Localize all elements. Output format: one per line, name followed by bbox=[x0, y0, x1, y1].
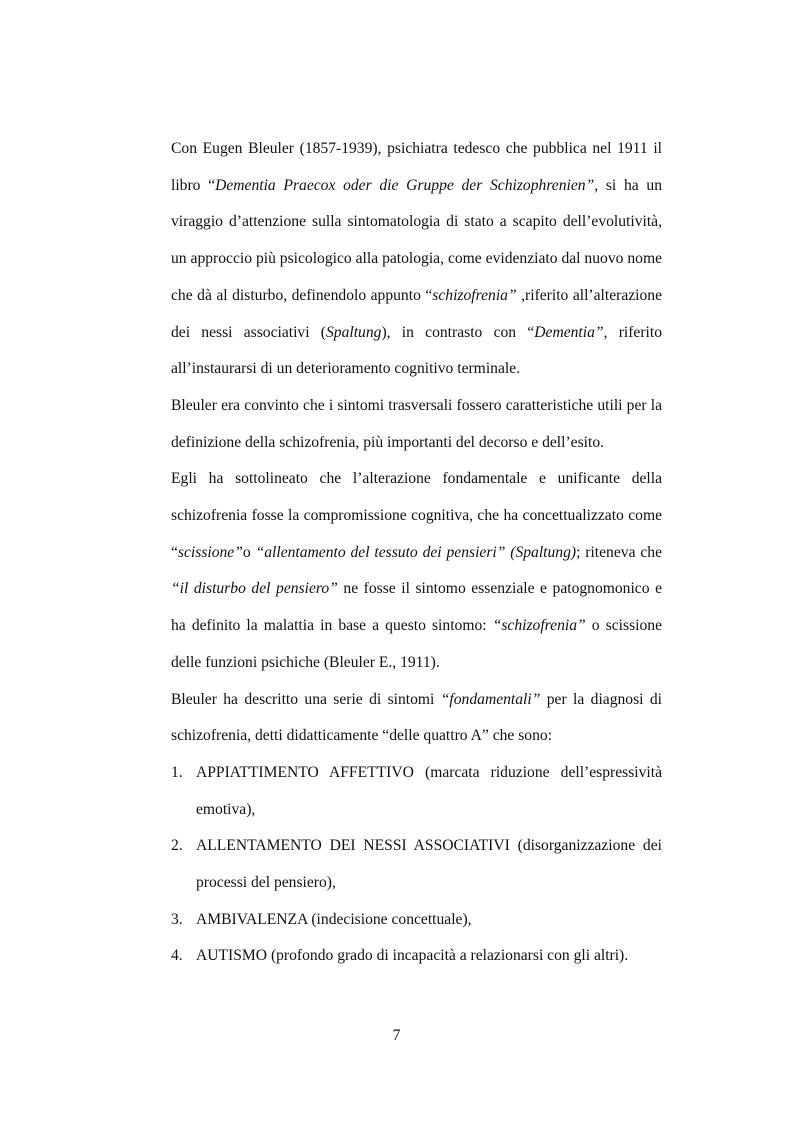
four-a-list bbox=[171, 755, 662, 975]
text-run-italic: Spaltung bbox=[326, 323, 382, 341]
text-run: , si ha un viraggio d’attenzione sulla sintomatologia di stato a scapito dell’evolutività, un approccio più psicologico alla patologia, come evidenziato dal nuovo nome che dà al disturbo, definendolo appunto “ bbox=[171, 176, 662, 304]
body-text bbox=[171, 131, 662, 975]
list-item bbox=[171, 755, 662, 828]
list-item bbox=[171, 938, 662, 975]
page-number: 7 bbox=[392, 1027, 401, 1044]
text-run: per la diagnosi di schizofrenia, detti didatticamente “delle quattro A” che sono: bbox=[171, 690, 662, 745]
text-run: o bbox=[242, 543, 256, 561]
text-run-italic: “il disturbo del pensiero” bbox=[171, 580, 338, 598]
text-run: Bleuler era convinto che i sintomi trasversali fossero caratteristiche utili per la definizione della schizofrenia, più importanti del decorso e dell’esito. bbox=[171, 396, 662, 451]
list-number: 4. bbox=[171, 947, 183, 965]
text-run: , riferito all’instaurarsi di un deterioramento cognitivo terminale. bbox=[171, 323, 663, 378]
text-run-italic: schizofrenia” bbox=[432, 286, 522, 304]
list-text: APPIATTIMENTO AFFETTIVO (marcata riduzione dell’espressività emotiva), bbox=[196, 763, 662, 818]
text-run: Egli ha sottolineato che l’alterazione fondamentale e unificante della schizofrenia fosse la compromissione cognitiva, che ha concettualizzato come “ bbox=[171, 470, 662, 561]
text-run: Bleuler ha descritto una serie di sintomi bbox=[171, 690, 441, 708]
list-number: 2. bbox=[171, 837, 183, 855]
text-run-italic: Dementia” bbox=[534, 323, 604, 341]
text-run-italic: scissione” bbox=[177, 543, 243, 561]
text-run: ; riteneva che bbox=[576, 543, 662, 561]
text-run-italic: “fondamentali” bbox=[440, 690, 541, 708]
list-number: 3. bbox=[171, 910, 183, 928]
paragraph bbox=[171, 461, 662, 681]
list-text: AMBIVALENZA (indecisione concettuale), bbox=[196, 910, 472, 928]
list-item bbox=[171, 902, 662, 939]
text-run: ne fosse il sintomo essenziale e patognomonico e ha definito la malattia in base a questo sintomo: bbox=[171, 580, 663, 635]
text-run-italic: “schizofrenia” bbox=[492, 617, 586, 635]
text-run: Con Eugen Bleuler (1857-1939), psichiatra tedesco che pubblica nel 1911 il libro “ bbox=[171, 140, 662, 194]
paragraph bbox=[171, 682, 662, 755]
text-run: o scissione delle funzioni psichiche (Bleuler E., 1911). bbox=[171, 617, 662, 671]
text-run: ,riferito all’alterazione dei nessi associativi ( bbox=[171, 286, 663, 341]
list-text: ALLENTAMENTO DEI NESSI ASSOCIATIVI (disorganizzazione dei processi del pensiero), bbox=[196, 837, 662, 892]
paragraph bbox=[171, 131, 662, 388]
list-item bbox=[171, 828, 662, 901]
paragraph bbox=[171, 388, 662, 461]
list-text: AUTISMO (profondo grado di incapacità a relazionarsi con gli altri). bbox=[196, 947, 629, 965]
text-run-italic: “allentamento del tessuto dei pensieri” (Spaltung) bbox=[255, 543, 577, 561]
text-run-italic: Dementia Praecox oder die Gruppe der Schizophrenien” bbox=[215, 176, 595, 194]
list-number: 1. bbox=[171, 763, 183, 781]
text-run: ), in contrasto con “ bbox=[381, 323, 535, 341]
